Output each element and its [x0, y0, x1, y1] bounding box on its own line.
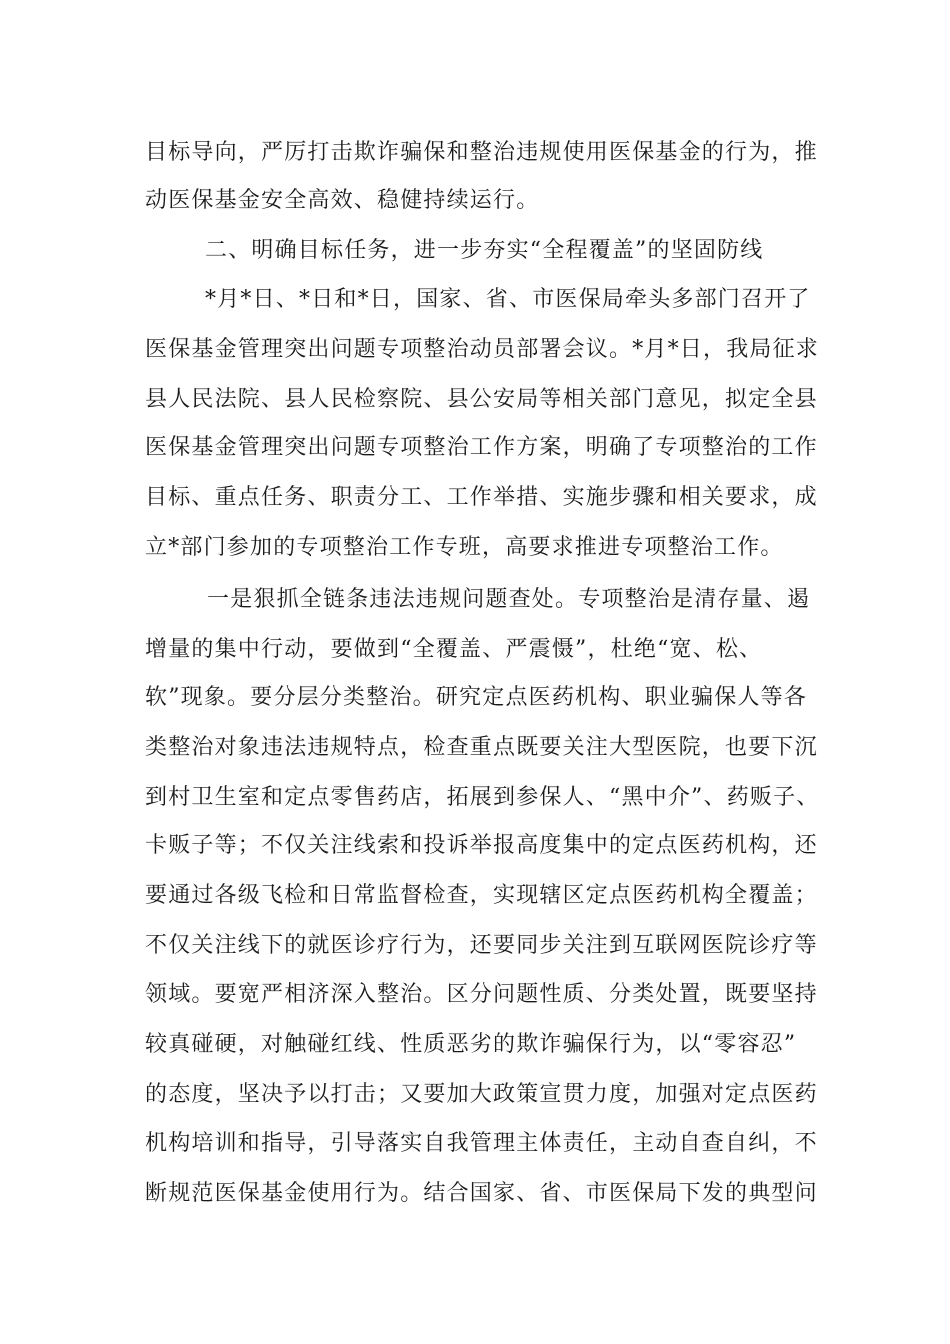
body-line: 立*部门参加的专项整治工作专班，高要求推进专项整治工作。 — [145, 535, 784, 560]
body-line: 断规范医保基金使用行为。结合国家、省、市医保局下发的典型问 — [145, 1181, 818, 1206]
paragraph-lead: 一是狠抓全链条违法违规问题查处。专项整治是清存量、遏 — [207, 587, 811, 612]
body-line: 目标导向，严厉打击欺诈骗保和整治违规使用医保基金的行为，推 — [145, 140, 818, 165]
body-line: 到村卫生室和定点零售药店，拓展到参保人、“黑中介”、药贩子、 — [145, 785, 820, 810]
body-line: 类整治对象违法违规特点，检查重点既要关注大型医院，也要下沉 — [145, 735, 818, 760]
body-line: *月*日、*日和*日，国家、省、市医保局牵头多部门召开了 — [205, 287, 811, 312]
body-line: 要通过各级飞检和日常监督检查，实现辖区定点医药机构全覆盖； — [145, 883, 818, 908]
body-line: 较真碰硬，对触碰红线、性质恶劣的欺诈骗保行为，以“零容忍” — [145, 1032, 797, 1057]
section-heading: 二、明确目标任务，进一步夯实“全程覆盖”的坚固防线 — [205, 238, 764, 263]
body-line: 医保基金管理突出问题专项整治工作方案，明确了专项整治的工作 — [145, 435, 818, 460]
body-line: 不仅关注线下的就医诊疗行为，还要同步关注到互联网医院诊疗等 — [145, 933, 818, 958]
body-line: 领域。要宽严相济深入整治。区分问题性质、分类处置，既要坚持 — [145, 982, 818, 1007]
body-line: 动医保基金安全高效、稳健持续运行。 — [145, 188, 540, 213]
body-line: 县人民法院、县人民检察院、县公安局等相关部门意见，拟定全县 — [145, 387, 818, 412]
body-line: 医保基金管理突出问题专项整治动员部署会议。*月*日，我局征求 — [145, 337, 820, 362]
body-line: 卡贩子等；不仅关注线索和投诉举报高度集中的定点医药机构，还 — [145, 833, 818, 858]
body-line: 的态度，坚决予以打击；又要加大政策宣贯力度，加强对定点医药 — [145, 1082, 818, 1107]
body-line: 机构培训和指导，引导落实自我管理主体责任，主动自查自纠，不 — [145, 1131, 818, 1156]
body-line: 软”现象。要分层分类整治。研究定点医药机构、职业骗保人等各 — [145, 685, 808, 710]
body-line: 目标、重点任务、职责分工、工作举措、实施步骤和相关要求，成 — [145, 485, 818, 510]
body-line: 增量的集中行动，要做到“全覆盖、严震慑”，杜绝“宽、松、 — [145, 637, 763, 662]
